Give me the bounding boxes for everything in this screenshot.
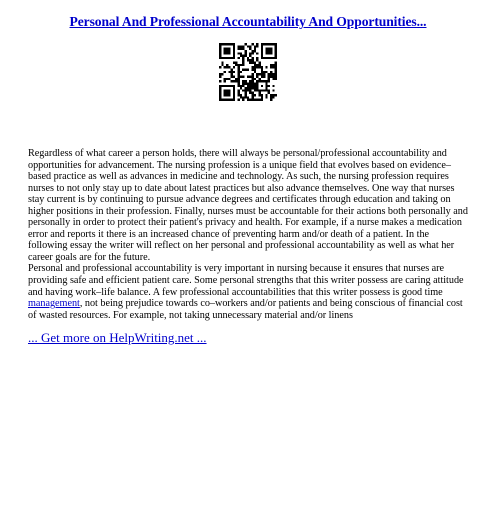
paragraph-2 — [28, 263, 468, 321]
get-more-link[interactable]: ... Get more on HelpWriting.net ... — [28, 330, 207, 346]
paragraph-2-end: , not being prejudice towards co–workers and/or patients and being conscious of financial cost of wasted resources. For example, not taking unnecessary material and/or linens — [28, 298, 463, 321]
qr-code-icon — [219, 43, 277, 101]
management-link[interactable]: management — [28, 298, 80, 310]
paragraph-2-start: Personal and professional accountability is very important in nursing because it ensures that nurses are providing safe and efficient patient care. Some personal strengths that this writer possess are caring attitude and having work–life balance. A few professional accountabilities that this writer possess is good time — [28, 263, 464, 298]
essay-text — [28, 148, 468, 321]
document-title-link[interactable]: Personal And Professional Accountability And Opportunities... — [69, 14, 427, 29]
paragraph-1: Regardless of what career a person holds, there will always be personal/professional accountability and opportunities for advancement. The nursing profession is a unique field that evolves based on evidence–based practice as well as advances in medicine and technology. As such, the nursing profession requires nurses to not only stay up to date about latest practices but also advance themselves. One way that nurses stay current is by continuing to pursue advance degrees and certificates through education and taking on higher positions in their profession. Finally, nurses must be accountable for their actions both personally and personally in order to protect their patient's privacy and health. For example, if a nurse makes a medication error and reports it there is an increased chance of preventing harm and/or death of a patient. In the following essay the writer will reflect on her personal and professional accountability as well as what her career goals are for the future. — [28, 148, 468, 263]
document-page — [0, 14, 495, 509]
qr-code-container — [28, 43, 468, 101]
